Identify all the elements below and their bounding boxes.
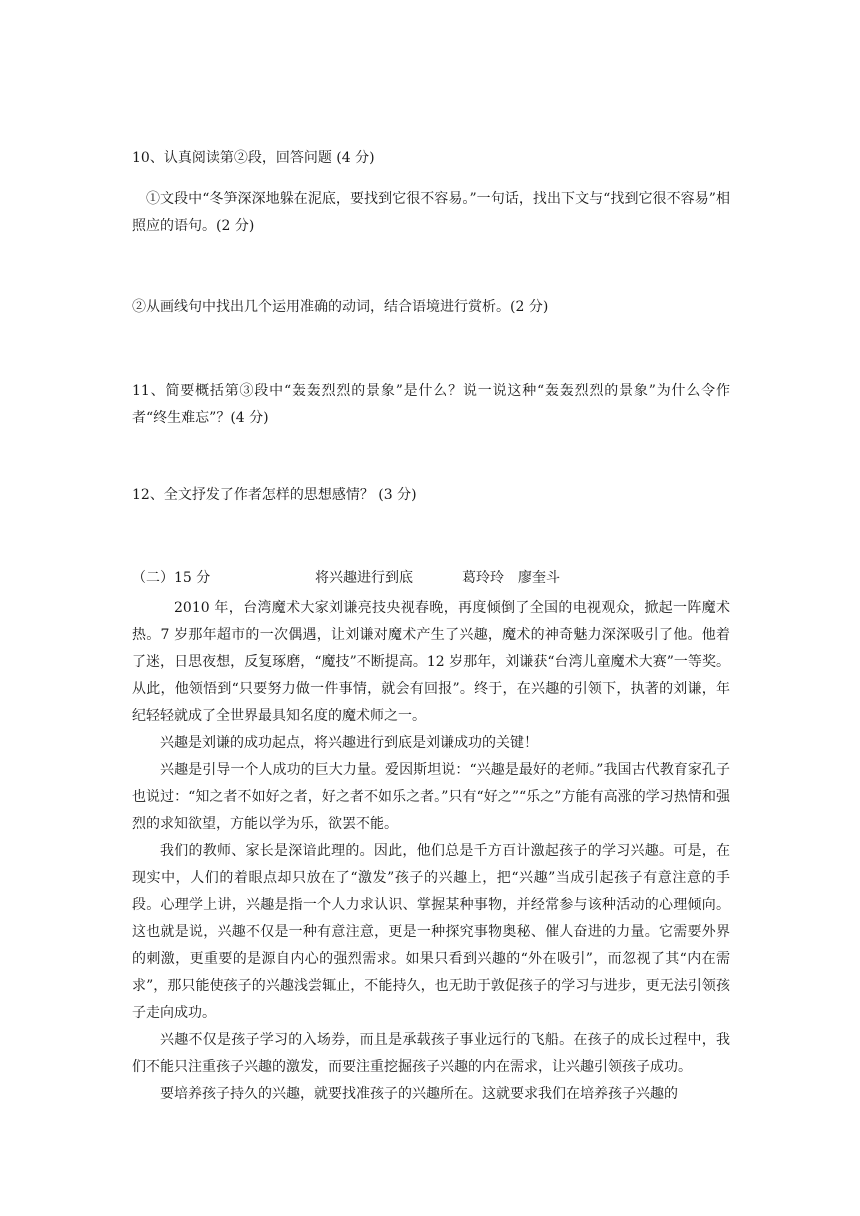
question-12: 12、全文抒发了作者怎样的思想感情？ (3 分) bbox=[132, 487, 417, 503]
article-paragraph: 兴趣是刘谦的成功起点，将兴趣进行到底是刘谦成功的关键！ bbox=[160, 735, 538, 751]
section-header bbox=[132, 566, 732, 590]
question-10: 10、认真阅读第②段，回答问题 (4 分) bbox=[132, 150, 375, 166]
article-paragraph: 兴趣不仅是孩子学习的入场券，而且是承载孩子事业远行的飞船。在孩子的成长过程中，我们不能只注重孩子兴趣的激发，而要注重挖掘孩子兴趣的内在需求，让兴趣引领孩子成功。 bbox=[132, 1032, 730, 1075]
question-11: 11、简要概括第③段中“轰轰烈烈的景象”是什么？说一说这种“轰轰烈烈的景象”为什么令作者“终生难忘”？(4 分) bbox=[132, 383, 730, 426]
section-label: （二）15 分 bbox=[132, 570, 211, 586]
article-paragraph: 2010 年，台湾魔术大家刘谦亮技央视春晚，再度倾倒了全国的电视观众，掀起一阵魔术热。7 岁那年超市的一次偶遇，让刘谦对魔术产生了兴趣，魔术的神奇魅力深深吸引了他。他着了迷，日思夜想，反复琢磨，“魔技”不断提高。12 岁那年，刘谦获“台湾儿童魔术大赛”一等奖。从此，他领悟到“只要努力做一件事情，就会有回报”。终于，在兴趣的引领下，执著的刘谦，年纪轻轻就成了全世界最具知名度的魔术师之一。 bbox=[132, 600, 730, 724]
article-body bbox=[132, 595, 730, 1108]
question-10-part-2: ②从画线句中找出几个运用准确的动词，结合语境进行赏析。(2 分) bbox=[132, 299, 549, 315]
article-title: 将兴趣进行到底 bbox=[315, 570, 413, 586]
question-10-part-1: ①文段中“冬笋深深地躲在泥底，要找到它很不容易。”一句话，找出下文与“找到它很不容易”相照应的语句。(2 分) bbox=[132, 191, 730, 234]
article-paragraph: 要培养孩子持久的兴趣，就要找准孩子的兴趣所在。这就要求我们在培养孩子兴趣的 bbox=[160, 1086, 678, 1102]
article-paragraph: 兴趣是引导一个人成功的巨大力量。爱因斯坦说：“兴趣是最好的老师。”我国古代教育家孔子也说过：“知之者不如好之者，好之者不如乐之者。”只有“好之”“乐之”方能有高涨的学习热情和强烈的求知欲望，方能以学为乐，欲罢不能。 bbox=[132, 762, 730, 832]
article-authors: 葛玲玲 廖奎斗 bbox=[462, 570, 560, 586]
article-paragraph: 我们的教师、家长是深谙此理的。因此，他们总是千方百计激起孩子的学习兴趣。可是，在现实中，人们的着眼点却只放在了“激发”孩子的兴趣上，把“兴趣”当成引起孩子有意注意的手段。心理学上讲，兴趣是指一个人力求认识、掌握某种事物，并经常参与该种活动的心理倾向。这也就是说，兴趣不仅是一种有意注意，更是一种探究事物奥秘、催人奋进的力量。它需要外界的刺激，更重要的是源自内心的强烈需求。如果只看到兴趣的“外在吸引”，而忽视了其“内在需求”，那只能使孩子的兴趣浅尝辄止，不能持久，也无助于敦促孩子的学习与进步，更无法引领孩子走向成功。 bbox=[132, 843, 730, 1021]
